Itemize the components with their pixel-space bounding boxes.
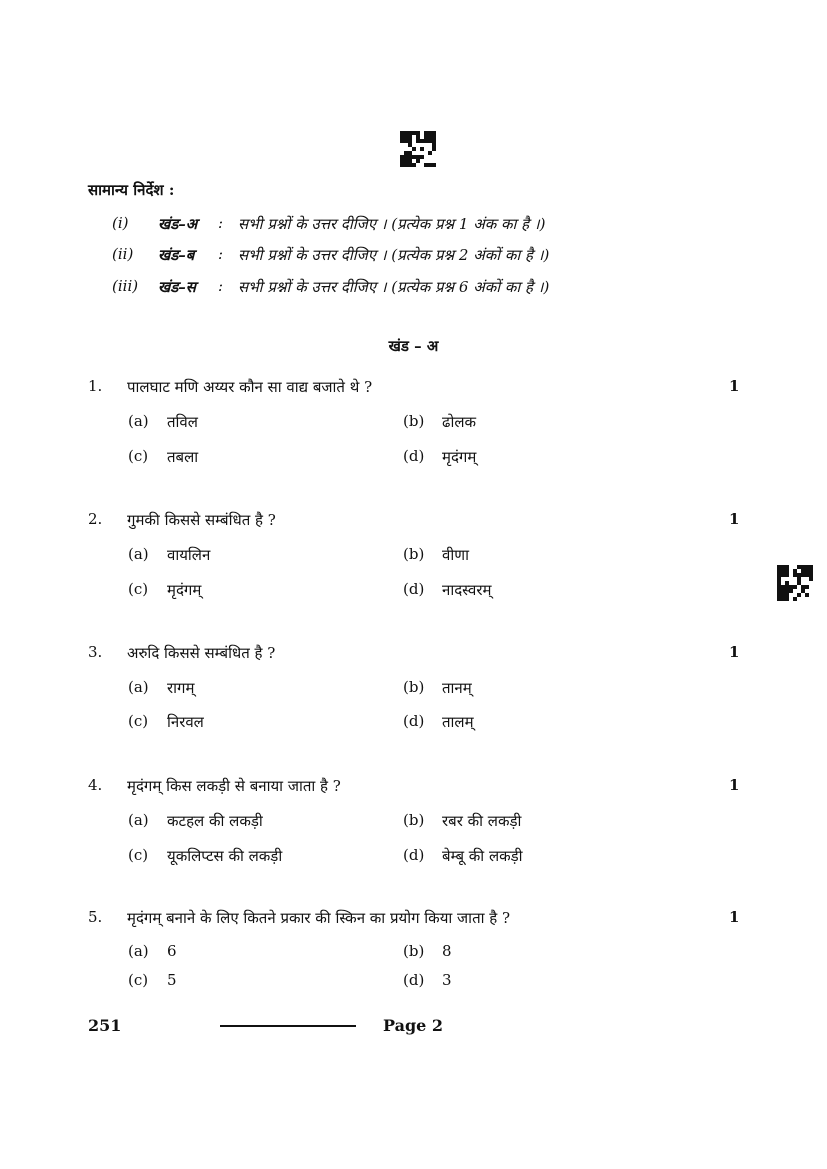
option-text: मृदंगम्: [442, 448, 477, 466]
option-label: (d): [403, 712, 425, 730]
question-number: 5.: [88, 908, 103, 926]
option-text: कटहल की लकड़ी: [167, 812, 263, 830]
option-text: तानम्: [442, 679, 472, 697]
option-label: (d): [403, 846, 425, 864]
option-text: वीणा: [442, 546, 469, 564]
option-label: (a): [128, 811, 149, 829]
instruction-colon: :: [218, 214, 224, 232]
instruction-text: सभी प्रश्नों के उत्तर दीजिए । (प्रत्येक प्रश्न 2 अंकों का है ।): [238, 246, 550, 264]
qr-code-icon: [400, 131, 436, 167]
option-label: (a): [128, 678, 149, 696]
question-text: पालघाट मणि अय्यर कौन सा वाद्य बजाते थे ?: [127, 378, 373, 396]
instruction-colon: :: [218, 277, 224, 295]
instruction-colon: :: [218, 245, 224, 263]
option-label: (b): [403, 545, 425, 563]
section-heading: खंड – अ: [388, 337, 439, 355]
question-marks: 1: [729, 643, 740, 661]
option-label: (c): [128, 712, 149, 730]
option-text: 3: [442, 971, 452, 989]
option-text: वायलिन: [167, 546, 211, 564]
question-text: मृदंगम् बनाने के लिए कितने प्रकार की स्किन का प्रयोग किया जाता है ?: [127, 909, 511, 927]
option-label: (b): [403, 811, 425, 829]
option-text: ढोलक: [442, 413, 477, 431]
instruction-item-1: [112, 214, 712, 234]
option-text: निरवल: [167, 713, 204, 731]
option-label: (c): [128, 580, 149, 598]
question-number: 3.: [88, 643, 103, 661]
instruction-item-2: [112, 245, 712, 265]
question-text: मृदंगम् किस लकड़ी से बनाया जाता है ?: [127, 777, 341, 795]
option-label: (a): [128, 545, 149, 563]
option-label: (d): [403, 580, 425, 598]
question-marks: 1: [729, 908, 740, 926]
option-text: यूकलिप्टस की लकड़ी: [167, 847, 283, 865]
instructions-title: सामान्य निर्देश :: [88, 181, 175, 199]
question-text: अरुदि किससे सम्बंधित है ?: [127, 644, 276, 662]
option-label: (c): [128, 971, 149, 989]
instruction-number: (iii): [112, 277, 139, 295]
option-label: (b): [403, 412, 425, 430]
question-number: 2.: [88, 510, 103, 528]
option-label: (a): [128, 412, 149, 430]
instruction-number: (ii): [112, 245, 134, 263]
footer-divider: [220, 1025, 356, 1027]
option-text: मृदंगम्: [167, 581, 202, 599]
question-marks: 1: [729, 377, 740, 395]
page-number: Page 2: [383, 1016, 444, 1035]
side-qr-code-icon: [777, 565, 815, 603]
option-label: (a): [128, 942, 149, 960]
instruction-section: खंड–अ: [158, 215, 198, 233]
option-text: तबला: [167, 448, 199, 466]
question-marks: 1: [729, 510, 740, 528]
option-text: 8: [442, 942, 452, 960]
paper-code: 251: [88, 1016, 122, 1035]
option-text: 5: [167, 971, 177, 989]
option-label: (b): [403, 678, 425, 696]
option-text: तालम्: [442, 713, 474, 731]
instruction-item-3: [112, 277, 712, 297]
question-number: 1.: [88, 377, 103, 395]
option-label: (c): [128, 846, 149, 864]
option-text: नादस्वरम्: [442, 581, 492, 599]
question-marks: 1: [729, 776, 740, 794]
instruction-text: सभी प्रश्नों के उत्तर दीजिए । (प्रत्येक प्रश्न 6 अंकों का है ।): [238, 278, 550, 296]
instruction-text: सभी प्रश्नों के उत्तर दीजिए । (प्रत्येक प्रश्न 1 अंक का है ।): [238, 215, 546, 233]
option-text: रबर की लकड़ी: [442, 812, 522, 830]
option-text: तविल: [167, 413, 198, 431]
instruction-section: खंड–स: [158, 278, 196, 296]
question-text: गुमकी किससे सम्बंधित है ?: [127, 511, 276, 529]
option-text: रागम्: [167, 679, 195, 697]
option-label: (b): [403, 942, 425, 960]
instruction-section: खंड–ब: [158, 246, 195, 264]
option-label: (d): [403, 971, 425, 989]
option-text: बेम्बू की लकड़ी: [442, 847, 523, 865]
instruction-number: (i): [112, 214, 129, 232]
question-number: 4.: [88, 776, 103, 794]
option-label: (c): [128, 447, 149, 465]
option-text: 6: [167, 942, 177, 960]
option-label: (d): [403, 447, 425, 465]
